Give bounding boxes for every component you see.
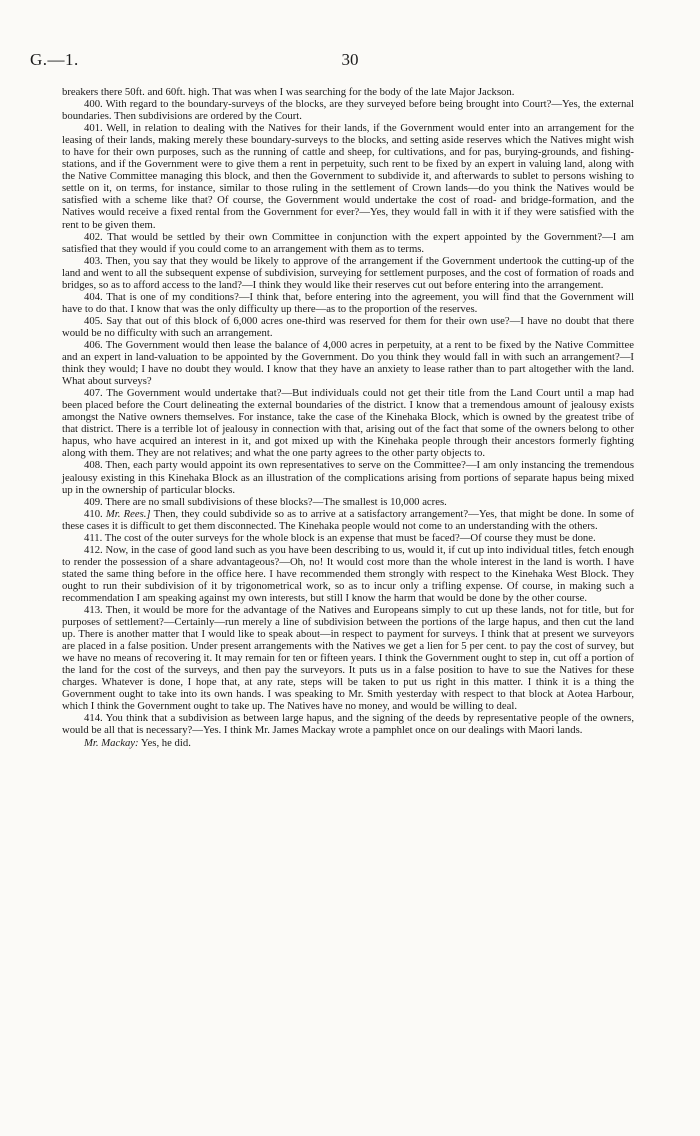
speaker-name: Mr. Rees.] — [105, 507, 151, 520]
paragraph-text: There are no small subdivisions of these blocks?—The smallest is 10,000 acres. — [105, 495, 447, 508]
paragraph — [62, 604, 634, 712]
paragraph — [62, 737, 634, 749]
paragraph-text: Then, it would be more for the advantage of the Natives and Europeans simply to cut up these lands, not for title, but for purposes of settlement?—Certainly—run merely a line of subdivision between the portions of the large hapus, and then cut the land up. There is another matter that I would like to speak about—in respect to payment for surveys. I think that at present we surveyors are placed in a false position. Under present arrangements with the Natives we get a lien for 5 per cent. to pay the cost of survey, but we have no means of recovering it. It may remain for ten or fifteen years. I think the Government ought to step in, cut off a portion of the land for the cost of the surveys, and then pay the surveyors. It puts us in a false position to have to sue the Natives for these charges. Whatever is done, I hope that, at any rate, steps will be taken to put us right in this matter. I think it is a thing the Government ought to take into its own hands. I was speaking to Mr. Smith yesterday with respect to that block at Aotea Harbour, which I think the Government ought to take up. The Natives have no money, and would be willing to deal. — [62, 604, 634, 713]
paragraph-text: Now, in the case of good land such as you have been describing to us, would it, if cut up into individual titles, fetch enough to render the possession of a share advantageous?—Oh, no! It would cost more than the whole interest in the land is worth. I have stated the same thing before in the office here. I have recommended them strongly with respect to the Kinehaka West Block. They ought to run their subdivision of it by trigonometrical work, so as to incur only a trifling expense. Of course, in making such a recommendation I am speaking against my own interests, but still I know the harm that would be done by the other course. — [62, 543, 635, 604]
paragraph-text: That would be settled by their own Committee in conjunction with the expert appointed by the Government?—I am satisfied that they would if you could come to an arrangement with them as to terms. — [62, 230, 634, 255]
paragraph — [62, 122, 634, 230]
question-number: 414. — [84, 712, 103, 725]
paragraph-text: Then, they could subdivide so as to arrive at a satisfactory arrangement?—Yes, that might be done. In some of these cases it is difficult to get them disconnected. The Kinehaka people would not come to an understanding with the others. — [62, 507, 635, 532]
page-number: 30 — [341, 50, 359, 69]
question-number: 403. — [84, 254, 103, 267]
question-number: 406. — [84, 338, 103, 351]
question-number: 401. — [84, 122, 103, 135]
paragraph — [62, 255, 634, 291]
question-number: 400. — [84, 98, 103, 111]
paragraph-text: With regard to the boundary-surveys of the blocks, are they surveyed before being brought into Court?—Yes, the external boundaries. Then subdivisions are ordered by the Court. — [62, 98, 635, 123]
paragraph-text: The Government would then lease the balance of 4,000 acres in perpetuity, at a rent to be fixed by the Native Committee and an expert in land-valuation to be appointed by the Government. Do you think they would fall in with such an arrangement?—I think they would; I have no doubt they would. I know that they have an anxiety to lease rather than to part altogether with the land. What about surveys? — [62, 338, 634, 388]
paragraph — [62, 508, 634, 532]
paragraph-text: You think that a subdivision as between large hapus, and the signing of the deeds by representative people of the owners, would be all that is necessary?—Yes. I think Mr. James Mackay wrote a pamphlet once on our dealings with Maori lands. — [62, 712, 634, 737]
question-number: 410. — [84, 507, 103, 520]
paragraph — [62, 532, 634, 544]
document-body — [62, 86, 634, 749]
paragraph-text: The cost of the outer surveys for the whole block is an expense that must be faced?—Of course they must be done. — [104, 531, 596, 544]
paragraph — [62, 496, 634, 508]
paragraph — [62, 315, 634, 339]
paragraph-text: Yes, he did. — [140, 736, 191, 749]
speaker-name: Mr. Mackay: — [84, 736, 139, 749]
document-reference: G.—1. — [30, 50, 79, 69]
paragraph-text: Then, each party would appoint its own representatives to serve on the Committee?—I am only instancing the tremendous jealousy existing in this Kinehaka Block as an illustration of the complications arising from portions of separate hapus being mixed up in the ownership of particular blocks. — [62, 459, 634, 496]
paragraph — [62, 291, 634, 315]
paragraph — [62, 712, 634, 736]
question-number: 409. — [84, 495, 103, 508]
paragraph-text: breakers there 50ft. and 60ft. high. That was when I was searching for the body of the late Major Jackson. — [62, 86, 515, 98]
question-number: 407. — [84, 387, 103, 400]
question-number: 411. — [84, 531, 103, 544]
question-number: 402. — [84, 230, 103, 243]
paragraph — [62, 231, 634, 255]
paragraph — [62, 339, 634, 387]
paragraph — [62, 544, 634, 604]
paragraph-text: Well, in relation to dealing with the Natives for their lands, if the Government would enter into an arrangement for the leasing of their lands, making merely these boundary-surveys to the blocks, and setting aside reserves which the Natives might wish to have for their own purposes, such as the running of cattle and sheep, for cultivations, and for pas, burying-grounds, and fishing-stations, and if the Government were to give them a rent in perpetuity, such rent to be fixed by an expert in valuing land, along with the Native Committee managing this block, and then the Government to subdivide it, and afterwards to sublet to persons wishing to settle on it, on terms, for instance, similar to those ruling in the settlement of Crown lands—do you think the Natives would be satisfied with a scheme like that? Of course, the Government would undertake the cost of road- and bridge-formation, and the Natives would receive a fixed rental from the Government for ever?—Yes, they would fall in with it if they were satisfied with the rent to be given them. — [62, 122, 634, 231]
paragraph-text: Say that out of this block of 6,000 acres one-third was reserved for them for their own use?—I have no doubt that there would be no difficulty with such an arrangement. — [62, 314, 634, 339]
page-header — [30, 50, 670, 74]
paragraph-text: The Government would undertake that?—But individuals could not get their title from the Land Court until a map had been placed before the Court delineating the external boundaries of the district. I know that a tremendous amount of jealousy exists amongst the Native owners themselves. For instance, take the case of the Kinehaka Block, which is owned by the greatest tribe of that district. There is a terrible lot of jealousy in connection with that, arising out of the fact that some of the owners belong to other hapus, who have acquired an interest in it, and got mixed up with the Kinehaka people through their ancestors formerly fighting along with them. They are not relatives; and what the one party agrees to the other party objects to. — [62, 387, 634, 460]
question-number: 404. — [84, 290, 103, 303]
paragraph — [62, 459, 634, 495]
question-number: 413. — [84, 604, 103, 617]
paragraph — [62, 387, 634, 459]
paragraph — [62, 86, 634, 98]
paragraph — [62, 98, 634, 122]
paragraph-text: That is one of my conditions?—I think that, before entering into the agreement, you will find that the Government will have to do that. I know that was the only difficulty up there—as to the proportion of the reserves. — [62, 290, 634, 315]
question-number: 408. — [84, 459, 103, 472]
paragraph-text: Then, you say that they would be likely to approve of the arrangement if the Government undertook the cutting-up of the land and went to all the subsequent expense of subdivision, surveying for settlement purposes, and the cost of formation of roads and bridges, so as to afford access to the land?—I think they would like their reserves cut out before entering into the arrangement. — [62, 254, 634, 291]
question-number: 412. — [84, 543, 103, 556]
question-number: 405. — [84, 314, 103, 327]
